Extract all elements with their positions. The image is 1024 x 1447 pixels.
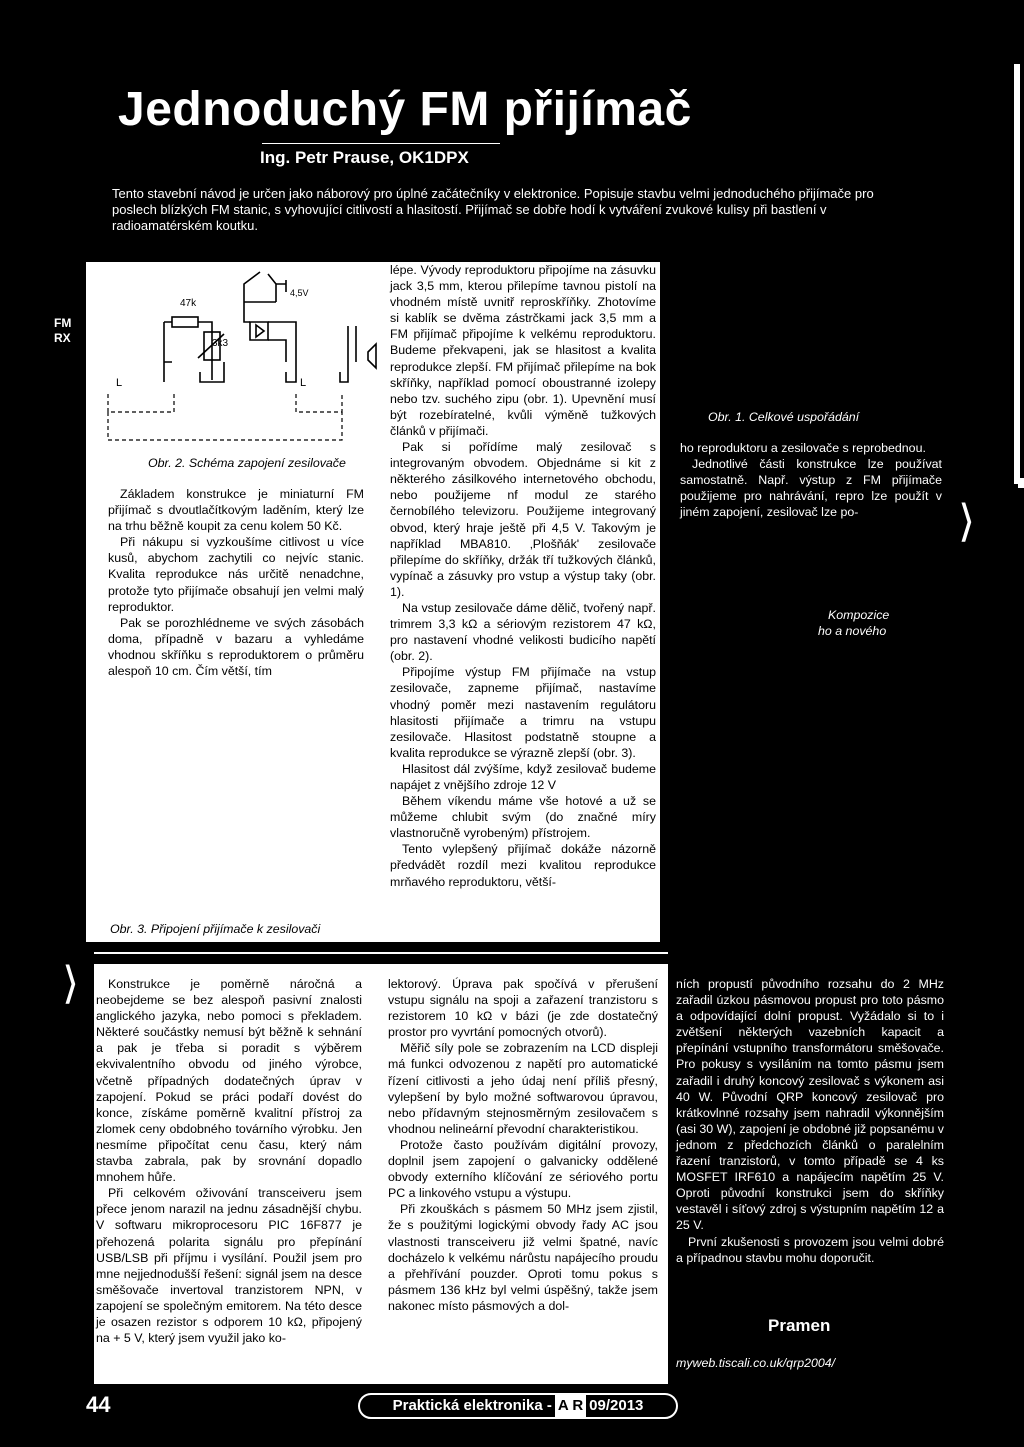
paragraph: Pak se porozhlédneme ve svých zásobách doma, případně v bazaru a vyhledáme vhodnou skříňku s reproduktorem o průměru alespoň 10 cm. Čím větší, tím — [108, 615, 364, 679]
composition-caption-1: Kompozice — [828, 608, 890, 622]
magazine-name: Praktická elektronika - — [392, 1397, 552, 1414]
label-3k3: 3k3 — [212, 338, 229, 349]
section-tag — [54, 316, 78, 346]
column-1-bottom — [96, 976, 362, 1346]
label-l-left: L — [116, 377, 123, 389]
label-l-right: L — [300, 377, 307, 389]
column-2-bottom — [388, 976, 658, 1314]
source-heading: Pramen — [768, 1316, 831, 1335]
right-panel — [660, 262, 986, 942]
source-url: myweb.tiscali.co.uk/qrp2004/ — [676, 1356, 836, 1370]
continued-chevron-icon: ⟩ — [62, 959, 80, 1008]
paragraph: Pak si pořídíme malý zesilovač s integrovaným obvodem. Objednáme si kit z některého zásilkového internetového obchodu, nebo použijeme nf modul ze starého černobílého televizoru. Použijeme integrovaný obvod, který hraje ještě při 4,5 V. Takovým je například MBA810. ‚Plošňák' zesilovače přilepíme do skříňky, držák tří tužkových článků, vypínač a zásuvky pro vstup a výstup taky (obr. 1). — [390, 440, 656, 599]
continue-chevron-icon: ⟩ — [958, 497, 976, 546]
magazine-banner — [358, 1393, 678, 1419]
paragraph: Hlasitost dál zvýšíme, když zesilovač budeme napájet z vnějšího zdroje 12 V — [390, 761, 656, 792]
paragraph: lektorový. Úprava pak spočívá v přerušení vstupu signálu na spoji a zařazení tranzistoru s rezistorem 10 kΩ v bázi (je zde dostatečný prostor pro vyvrtání pomocných otvorů). — [388, 977, 658, 1040]
paragraph: Tento vylepšený přijímač dokáže názorně předvádět rozdíl mezi kvalitou reprodukce mrňavého reproduktoru, větší- — [390, 842, 656, 889]
edge-bar — [1014, 64, 1020, 484]
paragraph: ních propustí původního rozsahu do 2 MHz zařadil úzkou pásmovou propust pro toto pásmo a odpovídající dolní propust. Vyžádalo si to i zvětšení některých vazebních kapacit a přepínání vstupního transformátoru směšovače. Pro pokusy s vysíláním na tomto pásmu jsem zařadil i druhý koncový zesilovač s výkonem asi 40 W. Původní QRP koncový zesilovač pro krátkovlnné rozsahy jsem nahradil výkonnějším (asi 30 W), zapojení je obdobné již popsanému v jednom z předchozích článků o paralelním řazení tranzistorů, v tomto případě se 4 ks MOSFET IRF610 a napájecím napětím 25 V. Oproti původní konstrukci jsem do skříňky vestavěl i síťový zdroj s výstupním napětím 12 a 25 V. — [676, 977, 944, 1233]
label-47k: 47k — [180, 298, 197, 309]
paragraph: Při zkouškách s pásmem 50 MHz jsem zjistil, že s použitými logickými obvody řady AC jsou vlastnosti transceiveru již velmi špatné, navíc docházelo k velkému nárůstu napájecího proudu a přehřívání pouzder. Oproti tomu pokus s pásmem 136 kHz byl velmi úspěšný, takže jsem nakonec místo pásmových a dol- — [388, 1202, 658, 1313]
edge-bar — [1018, 478, 1024, 488]
article-title: Jednoduchý FM přijímač — [118, 83, 692, 136]
label-supply: 4,5V — [290, 288, 309, 298]
composition-caption-2: ho a nového — [818, 624, 887, 638]
paragraph: lépe. Vývody reproduktoru připojíme na zásuvku jack 3,5 mm, kterou přilepíme tavnou pistolí na vhodném místě uvnitř reproskříňky. Zhotovíme si kablík se dvěma zástrčkami jack 3,5 mm a FM přijímač připojíme k velkému reproduktoru. Budeme překvapeni, jak se hlasitost a kvalita reprodukce zlepší. FM přijímač přilepíme na bok skříňky, například pomocí oboustranné izolepy nebo tzv. suchého zipu (obr. 1). Upevnění musí být rozebíratelné, kvůli výměně tužkových článků v přijímači. — [390, 263, 656, 438]
paragraph: Měřič síly pole se zobrazením na LCD displeji má funkci odvozenou z napětí pro automatické řízení citlivosti a jeho údaj není příliš přesný, vylepšení by bylo možné softwarovou úpravou, nebo přídavným stejnosměrným zesilovačem s vhodnou nelineární převodní charakteristikou. — [388, 1041, 658, 1136]
paragraph: Během víkendu máme vše hotové a už se můžeme chlubit svým (do značné míry vlastnoručně vyrobeným) přístrojem. — [390, 794, 656, 841]
paragraph: Při nákupu si vyzkoušíme citlivost u více kusů, abychom zachytili co nejvíc stanic. Kvalita reprodukce nás určitě nenadchne, protože tyto přijímače obsahují jen velmi malý reproduktor. — [108, 535, 364, 614]
paragraph: Na vstup zesilovače dáme dělič, tvořený např. trimrem 3,3 kΩ a sériovým rezistorem 47 kΩ, pro nastavení vhodné velikosti budicího napětí (obr. 2). — [390, 600, 656, 664]
figure-2-caption: Obr. 2. Schéma zapojení zesilovače — [148, 456, 346, 470]
column-1-top — [108, 486, 364, 679]
magazine-series: A R — [555, 1393, 586, 1419]
page-number: 44 — [86, 1392, 111, 1417]
title-rule — [262, 143, 500, 144]
paragraph: ho reproduktoru a zesilovače s reprobednou. — [680, 441, 926, 455]
section-tag-text: FM RX — [54, 316, 72, 345]
amplifier-schematic — [100, 262, 390, 452]
figure-3-caption: Obr. 3. Připojení přijímače k zesilovači — [110, 922, 321, 936]
paragraph: Konstrukce je poměrně náročná a neobejdeme se bez alespoň pasivní znalosti anglického jazyka, nebo pomoci s překladem. Některé součástky nemusí být běžně k sehnání a pak je třeba si poradit s výběrem ekvivalentního obvodu od jiného výrobce, včetně případných dodatečných úprav v zapojení. Pokud se práci podaří dovést do konce, získáme poměrně kvalitní přístroj za zlomek ceny obdobného továrního výrobku. Jen nesmíme připočítat cenu času, který nám stavba zabrala, pak by srovnání dopadlo mnohem hůře. — [96, 977, 362, 1185]
column-3-top — [680, 440, 942, 520]
paragraph: Jednotlivé části konstrukce lze používat samostatně. Např. výstup z FM přijímače použijeme pro nahrávání, repro lze použít v jiném zapojení, zesilovač lze po- — [680, 457, 942, 520]
column-3-bottom — [676, 976, 944, 1266]
section-divider — [94, 952, 668, 954]
magazine-issue: 09/2013 — [589, 1397, 644, 1414]
paragraph: Protože často používám digitální provozy, doplnil jsem zapojení o galvanicky oddělené obvody externího klíčování ze sériového portu PC a linkového vstupu a výstupu. — [388, 1137, 658, 1201]
figure-1-caption: Obr. 1. Celkové uspořádání — [708, 410, 860, 424]
column-2-top — [390, 262, 656, 890]
paragraph: První zkušenosti s provozem jsou velmi dobré a případnou stavbu mohu doporučit. — [676, 1234, 944, 1265]
paragraph: Připojíme výstup FM přijímače na vstup zesilovače, zapneme přijímač, nastavíme vhodný poměr mezi nastavením regulátoru hlasitosti přijímače a trimru na vstupu zesilovače. Hlasitost podstatně stoupne a kvalita reprodukce se výrazně zlepší (obr. 3). — [390, 665, 656, 760]
author-line: Ing. Petr Prause, OK1DPX — [260, 148, 469, 167]
paragraph: Základem konstrukce je miniaturní FM přijímač s dvoutlačítkovým laděním, který lze na trhu běžně koupit za cenu kolem 50 Kč. — [108, 487, 364, 534]
paragraph: Při celkovém oživování transceiveru jsem přece jenom narazil na jednu zásadnější chybu. V softwaru mikroprocesoru PIC 16F877 je přehozená polarita signálu pro přepínání USB/LSB při příjmu i vysílání. Použil jsem pro mne nejjednodušší řešení: signál jsem na desce směšovače invertoval tranzistorem NPN, v zapojení se společným emitorem. Na této desce je osazen rezistor s odporem 10 kΩ, připojený na + 5 V, který jsem využil jako ko- — [96, 1186, 362, 1346]
intro-paragraph: Tento stavební návod je určen jako náborový pro úplné začátečníky v elektronice. Popisuje stavbu velmi jednoduchého přijímače pro poslech blízkých FM stanic, s vyhovující citlivostí a hlasitostí. Přijímač se dobře hodí k vytváření zvukové kulisy při bastlení v radioamatérském koutku. — [112, 186, 874, 233]
